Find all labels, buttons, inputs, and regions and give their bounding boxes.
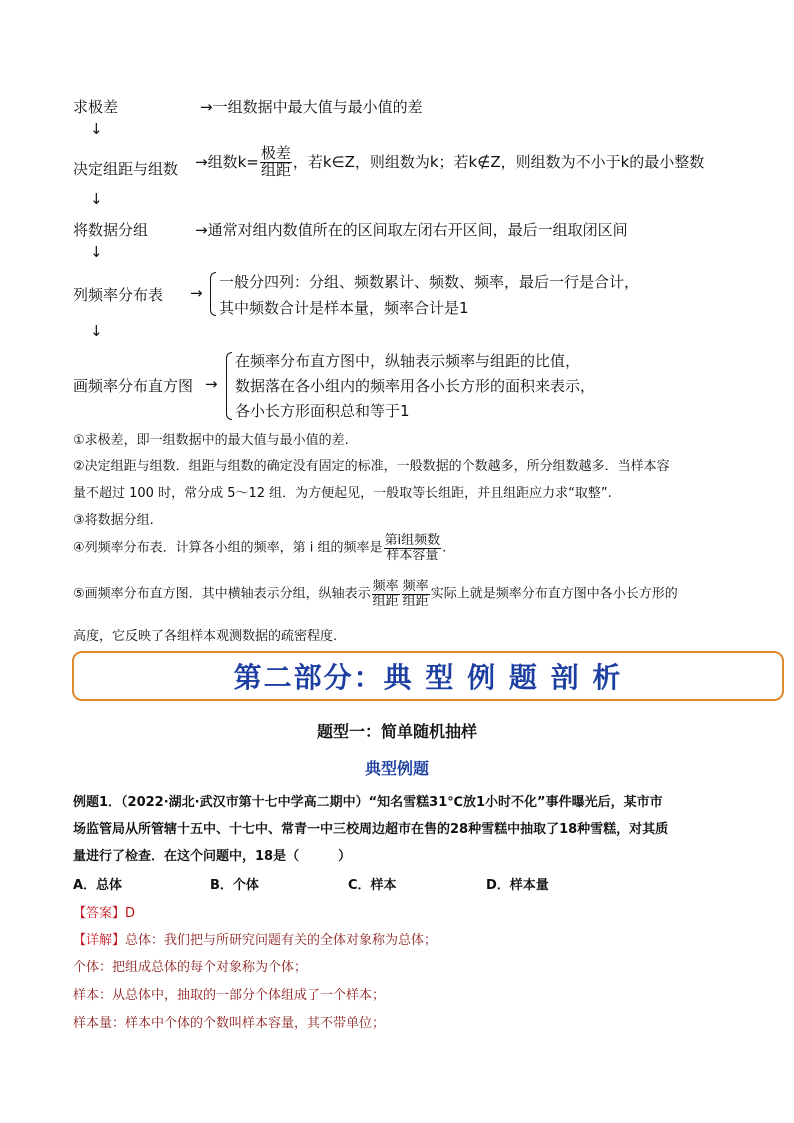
flow-step5-arrow: → (205, 375, 218, 393)
flow-step4-line2: 其中频数合计是样本量，频率合计是1 (219, 299, 469, 317)
flow-step4-line1: 一般分四列：分组、频数累计、频数、频率，最后一行是合计， (219, 273, 640, 291)
note-4-post: . (442, 540, 447, 556)
note-5-fraction-2 (402, 580, 430, 608)
sub-title: 典型例题 (364, 759, 429, 778)
fraction-denominator: 组距 (372, 593, 399, 609)
flow-step2-pre: →组数k= (195, 152, 259, 171)
example-line1: 例题1．（2022·湖北·武汉市第十七中学高二期中）“知名雪糕31℃放1小时不化”事件曝光后，某市市 (73, 795, 663, 810)
section-banner-title: 第二部分：典 型 例 题 剖 析 (233, 661, 623, 694)
left-brace-icon (226, 352, 232, 420)
note-2-line1: ②决定组距与组数．组距与组数的确定没有固定的标准，一般数据的个数越多，所分组数越多．当样本容 (73, 459, 670, 474)
answer-tag: 【答案】 (73, 906, 126, 921)
answer-line (73, 902, 135, 921)
flow-step3-desc: →通常对组内数值所在的区间取左闭右开区间，最后一组取闭区间 (195, 221, 628, 239)
note-2-line2: 量不超过 100 时，常分成 5～12 组．为方便起见，一般取等长组距，并且组距应力求“取整”. (73, 486, 612, 501)
detail-line3: 样本：从总体中，抽取的一部分个体组成了一个样本； (73, 988, 386, 1003)
fraction-numerator: 频率 (372, 579, 399, 594)
note-1: ①求极差，即一组数据中的最大值与最小值的差. (73, 433, 349, 448)
detail-line2: 个体：把组成总体的每个对象称为个体； (73, 960, 308, 975)
flow-step4-label: 列频率分布表 (73, 286, 164, 304)
note-4 (73, 534, 446, 562)
answer-value: D (125, 906, 136, 921)
detail-line1 (73, 929, 437, 948)
example-line3: 量进行了检查．在这个问题中，18是（ ） (73, 849, 352, 864)
flow-step5-label: 画频率分布直方图 (73, 377, 194, 395)
note-3: ③将数据分组. (73, 513, 154, 528)
fraction-numerator: 第i组频数 (384, 533, 441, 548)
flow-step2-post: ，若k∈Z，则组数为k；若k∉Z，则组数为不小于k的最小整数 (292, 152, 705, 171)
flow-step5-line3: 各小长方形面积总和等于1 (235, 402, 410, 420)
flow-step2-fraction (260, 146, 292, 179)
fraction-numerator: 频率 (402, 579, 429, 594)
flow-step1-desc: →一组数据中最大值与最小值的差 (200, 98, 423, 116)
flow-step3-label: 将数据分组 (73, 221, 149, 239)
note-4-pre: ④列频率分布表．计算各小组的频率，第 i 组的频率是 (73, 540, 383, 556)
flow-step5-line2: 数据落在各小组内的频率用各小长方形的面积来表示， (235, 377, 596, 395)
detail-tag: 【详解】 (73, 933, 126, 948)
detail-line4: 样本量：样本中个体的个数叫样本容量，其不带单位； (73, 1016, 386, 1031)
flow-step2-formula (195, 146, 704, 179)
fraction-numerator: 极差 (260, 144, 291, 162)
note-5 (73, 580, 678, 608)
note-4-fraction (384, 534, 442, 562)
option-b: B．个体 (210, 878, 259, 893)
section-title: 题型一：简单随机抽样 (316, 722, 477, 741)
flow-arrow-down-2: ↓ (90, 190, 103, 208)
flow-arrow-down-4: ↓ (90, 322, 103, 340)
note-5-line2: 高度，它反映了各组样本观测数据的疏密程度. (73, 629, 338, 644)
note-5-pre: ⑤画频率分布直方图．其中横轴表示分组，纵轴表示 (73, 586, 371, 602)
option-d: D．样本量 (486, 878, 549, 893)
note-5-fraction-1 (372, 580, 400, 608)
flow-step4-arrow: → (190, 284, 203, 302)
flow-step2-label: 决定组距与组数 (73, 160, 179, 178)
fraction-denominator: 组距 (402, 593, 429, 609)
fraction-denominator: 组距 (260, 160, 291, 179)
detail-text-1: 总体：我们把与所研究问题有关的全体对象称为总体； (125, 933, 438, 948)
flow-arrow-down-3: ↓ (90, 243, 103, 261)
note-5-post: 实际上就是频率分布直方图中各小长方形的 (430, 586, 678, 602)
left-brace-icon (210, 272, 216, 316)
example-line2: 场监管局从所管辖十五中、十七中、常青一中三校周边超市在售的28种雪糕中抽取了18种雪糕，对其质 (73, 822, 669, 837)
section-banner (72, 651, 784, 701)
flow-arrow-down-1: ↓ (90, 120, 103, 138)
fraction-denominator: 样本容量 (386, 547, 439, 563)
flow-step5-line1: 在频率分布直方图中，纵轴表示频率与组距的比值， (235, 352, 581, 370)
option-c: C．样本 (348, 878, 397, 893)
flow-step1-label: 求极差 (73, 98, 119, 116)
option-a: A．总体 (73, 878, 123, 893)
